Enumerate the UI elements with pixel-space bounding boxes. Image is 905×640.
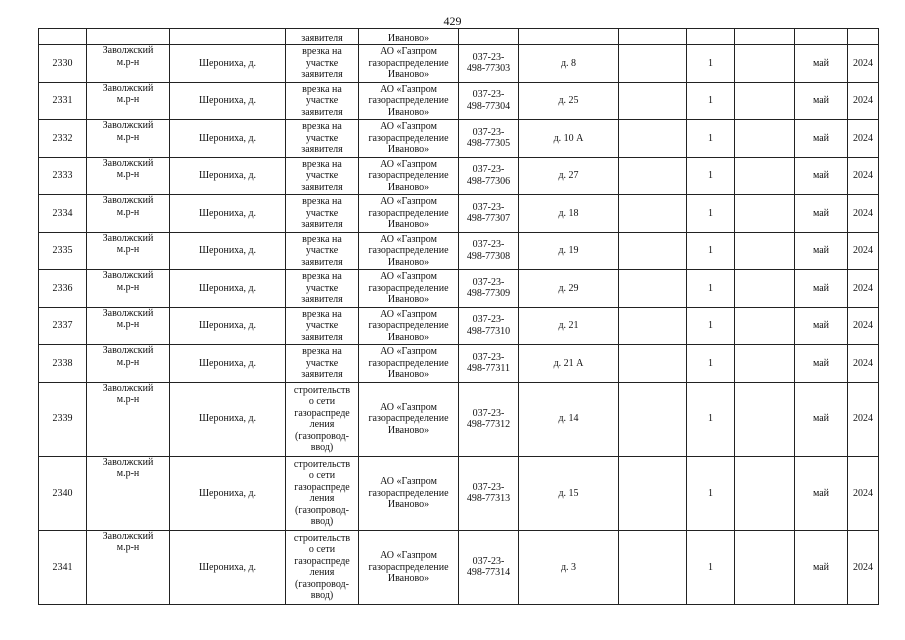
cell-number xyxy=(39,530,87,604)
cell-settlement-text: Шерониха, д. xyxy=(198,413,257,425)
table-row xyxy=(39,195,879,233)
cell-code xyxy=(459,345,519,383)
cell-code xyxy=(459,195,519,233)
cell-number xyxy=(39,307,87,345)
cell-district xyxy=(87,345,170,383)
cell-empty xyxy=(735,307,795,345)
cell-settlement xyxy=(170,157,286,195)
cell-code xyxy=(459,456,519,530)
cell-settlement xyxy=(170,530,286,604)
cell-address-text: д. 8 xyxy=(560,57,577,69)
cell-number-text: 2341 xyxy=(52,561,73,573)
cell-month-text: май xyxy=(812,357,830,369)
cell-organization xyxy=(359,307,459,345)
cell-settlement xyxy=(170,382,286,456)
cell-address xyxy=(519,120,619,158)
cell-year-text: 2024 xyxy=(853,561,873,573)
cell-year-text: 2024 xyxy=(853,57,873,69)
cell-year xyxy=(848,82,879,120)
cell-number xyxy=(39,456,87,530)
cell-settlement xyxy=(170,45,286,83)
cell-count-text: 1 xyxy=(708,487,713,499)
cell-count xyxy=(687,232,735,270)
cell-address-text: д. 29 xyxy=(558,282,579,294)
table-row xyxy=(39,45,879,83)
cell-empty xyxy=(735,82,795,120)
cell-count-text: 1 xyxy=(708,95,713,106)
cell-empty xyxy=(459,29,519,45)
cell-number-text: 2340 xyxy=(52,487,73,499)
cell-year-text: 2024 xyxy=(853,487,873,499)
cell-organization-text: АО «Газпром газораспределение Иваново» xyxy=(368,196,449,230)
cell-count xyxy=(687,270,735,308)
cell-settlement-text: Шерониха, д. xyxy=(198,282,257,294)
cell-address xyxy=(519,530,619,604)
cell-address-text: д. 3 xyxy=(560,561,577,573)
cell-code xyxy=(459,530,519,604)
cell-district-text: Заволжский м.р-н xyxy=(102,270,154,293)
cell-organization-text: АО «Газпром газораспределение Иваново» xyxy=(368,271,449,305)
cell-organization-text: АО «Газпром газораспределение Иваново» xyxy=(368,550,449,585)
cell-work-type xyxy=(286,157,359,195)
cell-empty xyxy=(619,45,687,83)
table-row xyxy=(39,345,879,383)
cell-code-text: 037-23- 498-77306 xyxy=(466,164,511,187)
cell-address-text: д. 14 xyxy=(558,413,579,425)
cell-settlement xyxy=(170,270,286,308)
cell-address-text: д. 15 xyxy=(558,487,579,499)
cell-empty xyxy=(619,456,687,530)
table-row xyxy=(39,232,879,270)
cell-year-text: 2024 xyxy=(853,170,873,181)
table-row xyxy=(39,307,879,345)
cell-empty xyxy=(735,382,795,456)
cell-month xyxy=(795,195,848,233)
cell-count-text: 1 xyxy=(708,170,713,181)
cell-month xyxy=(795,456,848,530)
cell-empty xyxy=(735,45,795,83)
cell-code-text: 037-23- 498-77312 xyxy=(466,407,511,431)
cell-district xyxy=(87,120,170,158)
cell-code-text: 037-23- 498-77308 xyxy=(466,239,511,262)
cell-district xyxy=(87,530,170,604)
cell-address-text: д. 27 xyxy=(558,170,579,181)
cell-month xyxy=(795,82,848,120)
cell-number-text: 2331 xyxy=(52,95,73,106)
cell-district-text: Заволжский м.р-н xyxy=(102,382,154,405)
cell-work-type xyxy=(286,382,359,456)
cell-count xyxy=(687,530,735,604)
cell-organization: Иваново» xyxy=(359,29,459,45)
cell-year-text: 2024 xyxy=(853,245,873,256)
cell-empty xyxy=(735,29,795,45)
cell-month-text: май xyxy=(812,95,830,106)
cell-settlement-text: Шерониха, д. xyxy=(198,357,257,369)
cell-organization-text: АО «Газпром газораспределение Иваново» xyxy=(368,308,449,343)
cell-organization xyxy=(359,45,459,83)
cell-organization-text: АО «Газпром газораспределение Иваново» xyxy=(368,401,449,436)
cell-empty xyxy=(619,120,687,158)
cell-count xyxy=(687,120,735,158)
cell-settlement-text: Шерониха, д. xyxy=(198,245,257,256)
cell-district xyxy=(87,307,170,345)
cell-work-type-text: строительств о сети газораспреде ления (газопровод- ввод) xyxy=(293,532,351,602)
cell-month xyxy=(795,530,848,604)
cell-year xyxy=(848,195,879,233)
cell-district xyxy=(87,45,170,83)
cell-number xyxy=(39,157,87,195)
cell-organization xyxy=(359,530,459,604)
cell-empty xyxy=(848,29,879,45)
cell-year xyxy=(848,157,879,195)
cell-month xyxy=(795,157,848,195)
cell-count xyxy=(687,307,735,345)
cell-organization xyxy=(359,382,459,456)
cell-work-type-text: врезка на участке заявителя xyxy=(301,308,343,343)
cell-settlement xyxy=(170,456,286,530)
cell-address xyxy=(519,382,619,456)
cell-code xyxy=(459,232,519,270)
cell-year-text: 2024 xyxy=(853,207,873,219)
cell-month-text: май xyxy=(812,282,830,294)
table-row xyxy=(39,456,879,530)
table-row xyxy=(39,157,879,195)
cell-number-text: 2330 xyxy=(52,57,73,69)
cell-work-type: заявителя xyxy=(286,29,359,45)
table-row xyxy=(39,82,879,120)
cell-number-text: 2337 xyxy=(52,320,73,331)
cell-work-type-text: врезка на участке заявителя xyxy=(301,46,343,80)
cell-code-text: 037-23- 498-77307 xyxy=(466,201,511,225)
cell-year-text: 2024 xyxy=(853,320,873,331)
cell-work-type-text: врезка на участке заявителя xyxy=(301,83,343,118)
table-row xyxy=(39,270,879,308)
cell-year xyxy=(848,270,879,308)
gas-connection-table xyxy=(38,28,879,605)
cell-count xyxy=(687,345,735,383)
cell-empty xyxy=(519,29,619,45)
cell-address xyxy=(519,232,619,270)
cell-empty xyxy=(619,345,687,383)
cell-work-type-text: врезка на участке заявителя xyxy=(301,233,343,268)
cell-number xyxy=(39,345,87,383)
cell-district-text: Заволжский м.р-н xyxy=(102,232,154,255)
cell-month-text: май xyxy=(812,132,830,144)
cell-empty xyxy=(619,382,687,456)
cell-count xyxy=(687,157,735,195)
cell-empty xyxy=(687,29,735,45)
cell-work-type xyxy=(286,82,359,120)
cell-organization xyxy=(359,120,459,158)
table-row xyxy=(39,530,879,604)
cell-year xyxy=(848,307,879,345)
cell-month-text: май xyxy=(812,207,830,219)
cell-year xyxy=(848,45,879,83)
cell-settlement-text: Шерониха, д. xyxy=(198,561,257,573)
cell-district-text: Заволжский м.р-н xyxy=(102,45,154,68)
cell-district xyxy=(87,456,170,530)
cell-address-text: д. 21 А xyxy=(553,357,584,369)
cell-settlement xyxy=(170,345,286,383)
continuation-row xyxy=(39,29,879,45)
cell-settlement xyxy=(170,195,286,233)
page-number: 429 xyxy=(443,14,462,28)
cell-organization-text: АО «Газпром газораспределение Иваново» xyxy=(368,476,449,511)
cell-district xyxy=(87,82,170,120)
cell-month xyxy=(795,45,848,83)
cell-empty xyxy=(735,270,795,308)
cell-year-text: 2024 xyxy=(853,95,873,106)
cell-month xyxy=(795,307,848,345)
cell-year-text: 2024 xyxy=(853,413,873,425)
cell-month-text: май xyxy=(812,320,830,331)
cell-month xyxy=(795,232,848,270)
cell-empty xyxy=(619,157,687,195)
cell-organization xyxy=(359,270,459,308)
cell-count xyxy=(687,195,735,233)
cell-organization-text: АО «Газпром газораспределение Иваново» xyxy=(368,121,449,155)
cell-settlement xyxy=(170,120,286,158)
cell-empty xyxy=(619,270,687,308)
cell-month xyxy=(795,270,848,308)
cell-month-text: май xyxy=(812,170,830,181)
cell-number xyxy=(39,120,87,158)
cell-number xyxy=(39,232,87,270)
cell-empty xyxy=(619,307,687,345)
cell-code xyxy=(459,270,519,308)
cell-count-text: 1 xyxy=(708,282,713,294)
cell-year-text: 2024 xyxy=(853,132,873,144)
cell-number-text: 2339 xyxy=(52,413,73,425)
cell-empty xyxy=(735,232,795,270)
cell-count-text: 1 xyxy=(708,357,713,369)
cell-number-text: 2335 xyxy=(52,245,73,256)
cell-work-type-text: строительств о сети газораспреде ления (газопровод- ввод) xyxy=(293,458,351,528)
cell-count-text: 1 xyxy=(708,561,713,573)
cell-year xyxy=(848,232,879,270)
cell-year-text: 2024 xyxy=(853,282,873,294)
cell-code xyxy=(459,307,519,345)
cell-empty xyxy=(619,530,687,604)
cell-code xyxy=(459,45,519,83)
cell-settlement xyxy=(170,307,286,345)
cell-organization-text: АО «Газпром газораспределение Иваново» xyxy=(368,158,449,193)
cell-organization xyxy=(359,456,459,530)
cell-settlement-text: Шерониха, д. xyxy=(198,487,257,499)
cell-empty xyxy=(735,195,795,233)
cell-organization xyxy=(359,157,459,195)
table-body xyxy=(39,29,879,605)
cell-work-type xyxy=(286,232,359,270)
cell-work-type xyxy=(286,45,359,83)
cell-work-type-text: врезка на участке заявителя xyxy=(301,158,343,193)
cell-settlement-text: Шерониха, д. xyxy=(198,132,257,144)
cell-count-text: 1 xyxy=(708,132,713,144)
cell-empty xyxy=(619,82,687,120)
cell-work-type xyxy=(286,530,359,604)
cell-month xyxy=(795,382,848,456)
cell-district-text: Заволжский м.р-н xyxy=(102,82,154,105)
cell-count xyxy=(687,45,735,83)
cell-month xyxy=(795,120,848,158)
cell-empty xyxy=(735,530,795,604)
cell-work-type xyxy=(286,195,359,233)
cell-month xyxy=(795,345,848,383)
cell-month-text: май xyxy=(812,487,830,499)
cell-year xyxy=(848,120,879,158)
cell-district xyxy=(87,195,170,233)
cell-count xyxy=(687,382,735,456)
cell-work-type xyxy=(286,456,359,530)
cell-address xyxy=(519,270,619,308)
cell-year xyxy=(848,382,879,456)
cell-number-text: 2333 xyxy=(52,170,73,181)
cell-organization xyxy=(359,345,459,383)
cell-settlement xyxy=(170,82,286,120)
cell-work-type xyxy=(286,307,359,345)
cell-empty xyxy=(735,345,795,383)
cell-code xyxy=(459,157,519,195)
cell-number xyxy=(39,82,87,120)
cell-number xyxy=(39,45,87,83)
cell-number-text: 2332 xyxy=(52,132,73,144)
cell-work-type-text: врезка на участке заявителя xyxy=(301,346,343,380)
cell-empty xyxy=(735,120,795,158)
cell-code-text: 037-23- 498-77305 xyxy=(466,126,511,150)
cell-year-text: 2024 xyxy=(853,357,873,369)
cell-empty xyxy=(619,232,687,270)
cell-number xyxy=(39,382,87,456)
cell-district-text: Заволжский м.р-н xyxy=(102,530,154,554)
cell-code-text: 037-23- 498-77303 xyxy=(466,51,511,75)
cell-work-type-text: строительств о сети газораспреде ления (газопровод- ввод) xyxy=(293,384,351,454)
cell-year xyxy=(848,345,879,383)
cell-number xyxy=(39,270,87,308)
cell-district xyxy=(87,270,170,308)
cell-organization xyxy=(359,195,459,233)
cell-month-text: май xyxy=(812,413,830,425)
cell-empty xyxy=(87,29,170,45)
cell-organization-text: АО «Газпром газораспределение Иваново» xyxy=(368,46,449,80)
cell-work-type xyxy=(286,120,359,158)
cell-work-type-text: врезка на участке заявителя xyxy=(301,121,343,155)
cell-address xyxy=(519,195,619,233)
cell-month-text: май xyxy=(812,245,830,256)
cell-address xyxy=(519,345,619,383)
cell-code-text: 037-23- 498-77313 xyxy=(466,481,511,505)
cell-code-text: 037-23- 498-77311 xyxy=(467,351,510,375)
cell-code-text: 037-23- 498-77304 xyxy=(466,89,511,112)
cell-empty xyxy=(619,195,687,233)
cell-count-text: 1 xyxy=(708,57,713,69)
cell-settlement-text: Шерониха, д. xyxy=(198,170,257,181)
cell-address xyxy=(519,456,619,530)
cell-code xyxy=(459,82,519,120)
cell-organization-text: АО «Газпром газораспределение Иваново» xyxy=(368,346,449,380)
cell-count-text: 1 xyxy=(708,320,713,331)
cell-number-text: 2334 xyxy=(52,207,73,219)
cell-work-type-text: врезка на участке заявителя xyxy=(301,271,343,305)
cell-work-type-text: врезка на участке заявителя xyxy=(301,196,343,230)
cell-district-text: Заволжский м.р-н xyxy=(102,345,154,368)
cell-empty xyxy=(170,29,286,45)
cell-code-text: 037-23- 498-77314 xyxy=(466,555,511,579)
cell-code xyxy=(459,120,519,158)
cell-address-text: д. 25 xyxy=(558,95,579,106)
cell-address xyxy=(519,82,619,120)
cell-district-text: Заволжский м.р-н xyxy=(102,456,154,480)
cell-count xyxy=(687,456,735,530)
cell-district-text: Заволжский м.р-н xyxy=(102,120,154,143)
cell-number xyxy=(39,195,87,233)
cell-month-text: май xyxy=(812,57,830,69)
cell-address-text: д. 18 xyxy=(558,207,579,219)
cell-work-type xyxy=(286,345,359,383)
cell-empty xyxy=(619,29,687,45)
cell-district-text: Заволжский м.р-н xyxy=(102,307,154,330)
cell-empty xyxy=(39,29,87,45)
cell-organization xyxy=(359,82,459,120)
cell-number-text: 2336 xyxy=(52,282,73,294)
cell-empty xyxy=(795,29,848,45)
cell-settlement-text: Шерониха, д. xyxy=(198,57,257,69)
cell-organization-text: АО «Газпром газораспределение Иваново» xyxy=(368,233,449,268)
cell-settlement-text: Шерониха, д. xyxy=(198,320,257,331)
cell-address xyxy=(519,157,619,195)
cell-code-text: 037-23- 498-77310 xyxy=(466,314,511,337)
cell-code xyxy=(459,382,519,456)
cell-organization-text: АО «Газпром газораспределение Иваново» xyxy=(368,83,449,118)
cell-address xyxy=(519,307,619,345)
cell-count-text: 1 xyxy=(708,413,713,425)
cell-organization xyxy=(359,232,459,270)
cell-address-text: д. 21 xyxy=(558,320,579,331)
cell-empty xyxy=(735,456,795,530)
cell-number-text: 2338 xyxy=(52,357,73,369)
cell-district-text: Заволжский м.р-н xyxy=(102,157,154,180)
cell-settlement xyxy=(170,232,286,270)
cell-district xyxy=(87,232,170,270)
cell-count xyxy=(687,82,735,120)
cell-code-text: 037-23- 498-77309 xyxy=(466,276,511,300)
cell-district xyxy=(87,157,170,195)
cell-year xyxy=(848,456,879,530)
cell-empty xyxy=(735,157,795,195)
cell-address xyxy=(519,45,619,83)
cell-month-text: май xyxy=(812,561,830,573)
cell-address-text: д. 19 xyxy=(558,245,579,256)
cell-count-text: 1 xyxy=(708,245,713,256)
cell-year xyxy=(848,530,879,604)
cell-address-text: д. 10 А xyxy=(553,132,584,144)
cell-settlement-text: Шерониха, д. xyxy=(198,207,257,219)
cell-work-type xyxy=(286,270,359,308)
cell-count-text: 1 xyxy=(708,207,713,219)
cell-district xyxy=(87,382,170,456)
cell-district-text: Заволжский м.р-н xyxy=(102,195,154,218)
cell-settlement-text: Шерониха, д. xyxy=(198,95,257,106)
table-row xyxy=(39,382,879,456)
table-row xyxy=(39,120,879,158)
